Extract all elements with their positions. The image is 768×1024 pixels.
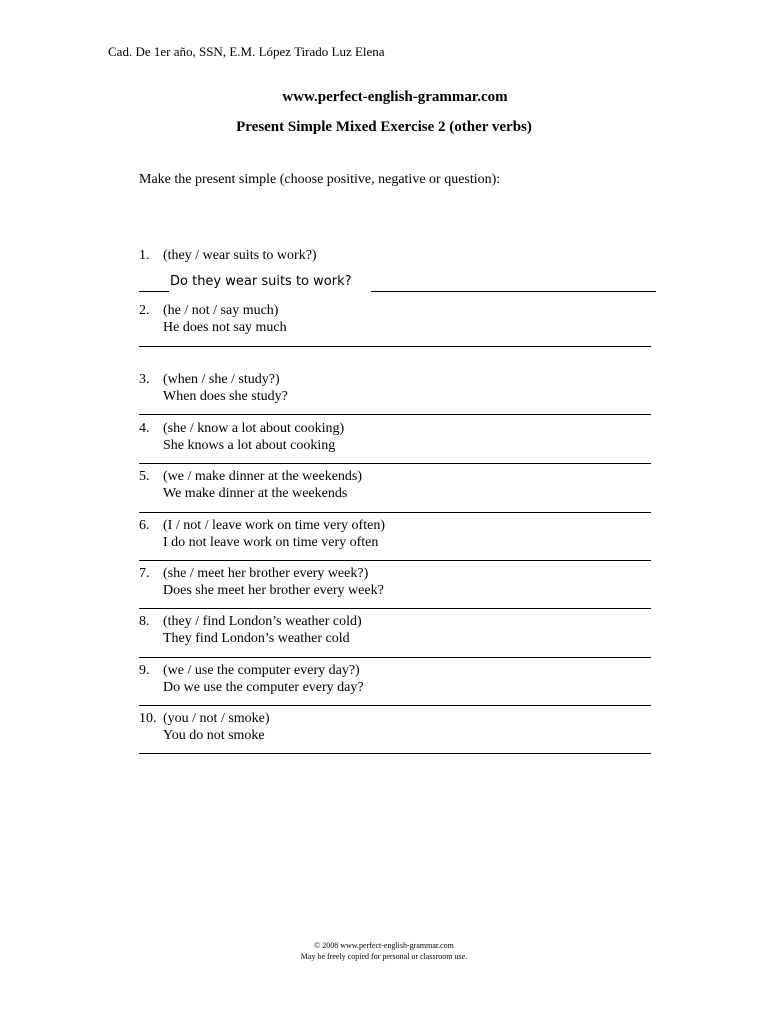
exercise-prompt: (you / not / smoke) [163,711,270,726]
worksheet-title: Present Simple Mixed Exercise 2 (other verbs) [236,119,532,135]
answer-line [139,705,651,706]
exercise-number: 1. [139,248,150,263]
exercise-number: 5. [139,469,150,484]
exercise-prompt: (we / use the computer every day?) [163,663,360,678]
exercise-number: 7. [139,566,150,581]
instructions: Make the present simple (choose positive, negative or question): [139,172,501,187]
answer-line [139,414,651,415]
exercise-prompt: (he / not / say much) [163,303,279,318]
footer-notice: May be freely copied for personal or classroom use. [300,952,468,961]
exercise-answer: He does not say much [163,320,287,335]
exercise-number: 4. [139,421,150,436]
exercise-answer: When does she study? [163,389,288,404]
exercise-prompt: (she / meet her brother every week?) [163,566,369,581]
exercise-answer: Does she meet her brother every week? [163,583,384,598]
answer-blank-tail [371,291,656,292]
exercise-answer: You do not smoke [163,728,265,743]
author-line: Cad. De 1er año, SSN, E.M. López Tirado Luz Elena [108,44,385,59]
answer-line [139,346,651,347]
exercise-answer: They find London’s weather cold [163,631,350,646]
answer-line [139,753,651,754]
exercise-answer: She knows a lot about cooking [163,438,336,453]
exercise-number: 8. [139,614,150,629]
answer-line [139,560,651,561]
exercise-answer-line-1[interactable] [139,274,656,292]
exercise-number: 2. [139,303,150,318]
exercise-number: 3. [139,372,150,387]
exercise-answer: Do they wear suits to work? [170,274,352,289]
answer-blank-lead [139,291,169,292]
exercise-prompt: (I / not / leave work on time very often) [163,518,385,533]
exercise-number: 9. [139,663,150,678]
exercise-number: 10. [139,711,157,726]
exercise-number: 6. [139,518,150,533]
exercise-answer: I do not leave work on time very often [163,535,379,550]
exercise-prompt: (when / she / study?) [163,372,280,387]
answer-line [139,463,651,464]
answer-line [139,512,651,513]
exercise-prompt: (they / find London’s weather cold) [163,614,362,629]
exercise-answer: We make dinner at the weekends [163,486,348,501]
exercise-prompt: (we / make dinner at the weekends) [163,469,363,484]
exercise-prompt: (they / wear suits to work?) [163,248,317,263]
answer-line [139,657,651,658]
exercise-answer: Do we use the computer every day? [163,680,364,695]
exercise-prompt: (she / know a lot about cooking) [163,421,345,436]
footer-copyright: © 2008 www.perfect-english-grammar.com [314,941,454,950]
site-url: www.perfect-english-grammar.com [282,89,508,105]
answer-line [139,608,651,609]
